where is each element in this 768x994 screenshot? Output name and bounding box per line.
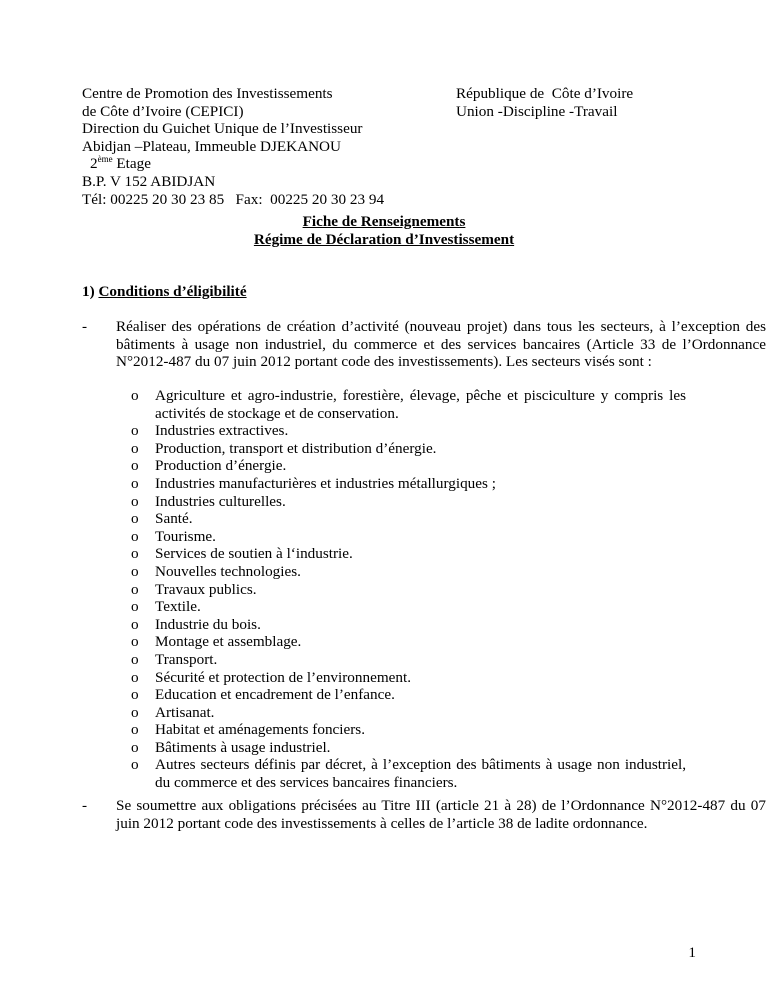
sector-item xyxy=(131,756,686,791)
title-line2: Régime de Déclaration d’Investissement xyxy=(253,231,515,248)
issuer-contact: Tél: 00225 20 30 23 85 Fax: 00225 20 30 23 94 xyxy=(82,190,385,208)
sector-item xyxy=(131,721,686,739)
sector-item xyxy=(131,669,686,687)
sector-item xyxy=(131,545,686,563)
sector-text: Bâtiments à usage industriel. xyxy=(155,738,331,756)
sector-text: Agriculture et agro-industrie, forestière, élevage, pêche et pisciculture y compris les activités de stockage et de conservation. xyxy=(155,387,686,422)
sector-item xyxy=(131,563,686,581)
sector-text: Industries culturelles. xyxy=(155,492,286,510)
issuer-floor xyxy=(82,155,422,173)
issuer-name-line2: de Côte d’Ivoire (CEPICI) xyxy=(82,102,244,120)
sector-text: Autres secteurs définis par décret, à l’exception des bâtiments à usage non industriel, du commerce et des services bancaires financiers. xyxy=(155,756,686,792)
document-title xyxy=(0,213,768,249)
sector-item xyxy=(131,387,686,422)
sector-item xyxy=(131,510,686,528)
circle-bullet-marker: o xyxy=(131,615,139,633)
circle-bullet-marker: o xyxy=(131,738,139,756)
sector-text: Education et encadrement de l’enfance. xyxy=(155,686,395,704)
country-name: République de Côte d’Ivoire xyxy=(456,85,634,102)
country-motto: Union -Discipline -Travail xyxy=(456,102,618,120)
page-number: 1 xyxy=(688,944,696,961)
circle-bullet-marker: o xyxy=(131,422,139,440)
circle-bullet-marker: o xyxy=(131,457,139,475)
sector-item xyxy=(131,475,686,493)
sector-text: Montage et assemblage. xyxy=(155,633,302,651)
circle-bullet-marker: o xyxy=(131,510,139,528)
sector-item xyxy=(131,739,686,757)
sector-text: Production, transport et distribution d’énergie. xyxy=(155,439,437,457)
bullet-2-text: Se soumettre aux obligations précisées au Titre III (article 21 à 28) de l’Ordonnance N°2012-487 du 07 juin 2012 portant code des investissements à celles de l’article 38 de ladite ordonnance. xyxy=(116,797,766,832)
circle-bullet-marker: o xyxy=(131,686,139,704)
circle-bullet-marker: o xyxy=(131,580,139,598)
sector-item xyxy=(131,457,686,475)
issuer-po-box: B.P. V 152 ABIDJAN xyxy=(82,172,216,190)
sector-text: Artisanat. xyxy=(155,703,215,721)
issuer-address-block xyxy=(82,85,422,208)
title-line1: Fiche de Renseignements xyxy=(302,213,466,230)
bullet-1-text: Réaliser des opérations de création d’activité (nouveau projet) dans tous les secteurs, à l’exception des bâtiments à usage non industriel, du commerce et des services bancaires (Article 33 de l’Ordonnance N°2012-487 du 07 juin 2012 portant code des investissements). Les secteurs visés sont : xyxy=(116,318,766,371)
sector-item xyxy=(131,493,686,511)
circle-bullet-marker: o xyxy=(131,562,139,580)
circle-bullet-marker: o xyxy=(131,668,139,686)
circle-bullet-marker: o xyxy=(131,703,139,721)
section-title: Conditions d’éligibilité xyxy=(98,283,247,300)
floor-label: Etage xyxy=(112,155,151,173)
dash-marker: - xyxy=(82,318,88,335)
circle-bullet-marker: o xyxy=(131,387,139,404)
circle-bullet-marker: o xyxy=(131,439,139,457)
section-heading xyxy=(82,283,247,301)
sector-item xyxy=(131,633,686,651)
floor-superscript: ème xyxy=(97,154,113,165)
sector-text: Santé. xyxy=(155,510,193,528)
section-number: 1) xyxy=(82,283,99,300)
sector-text: Industries extractives. xyxy=(155,422,289,440)
sector-item xyxy=(131,616,686,634)
sector-item xyxy=(131,686,686,704)
circle-bullet-marker: o xyxy=(131,598,139,616)
sector-item xyxy=(131,440,686,458)
sector-text: Nouvelles technologies. xyxy=(155,562,301,580)
sector-text: Tourisme. xyxy=(155,527,216,545)
circle-bullet-marker: o xyxy=(131,633,139,651)
issuer-direction: Direction du Guichet Unique de l’Investisseur xyxy=(82,120,363,138)
sector-text: Travaux publics. xyxy=(155,580,257,598)
sector-list xyxy=(131,387,686,792)
circle-bullet-marker: o xyxy=(131,545,139,563)
sector-text: Sécurité et protection de l’environnement. xyxy=(155,668,411,686)
issuer-address: Abidjan –Plateau, Immeuble DJEKANOU xyxy=(82,137,341,155)
floor-number: 2 xyxy=(90,155,98,173)
sector-item xyxy=(131,528,686,546)
sector-item xyxy=(131,598,686,616)
circle-bullet-marker: o xyxy=(131,756,139,774)
circle-bullet-marker: o xyxy=(131,721,139,739)
issuer-name-line1: Centre de Promotion des Investissements xyxy=(82,85,333,102)
sector-text: Textile. xyxy=(155,598,201,616)
sector-text: Services de soutien à l‘industrie. xyxy=(155,545,353,563)
country-block xyxy=(456,85,696,120)
sector-text: Transport. xyxy=(155,650,218,668)
sector-item xyxy=(131,581,686,599)
sector-text: Industrie du bois. xyxy=(155,615,261,633)
circle-bullet-marker: o xyxy=(131,492,139,510)
sector-text: Industries manufacturières et industries métallurgiques ; xyxy=(155,474,496,492)
sector-item xyxy=(131,651,686,669)
sector-item xyxy=(131,704,686,722)
sector-text: Production d’énergie. xyxy=(155,457,287,475)
circle-bullet-marker: o xyxy=(131,650,139,668)
circle-bullet-marker: o xyxy=(131,474,139,492)
circle-bullet-marker: o xyxy=(131,527,139,545)
sector-text: Habitat et aménagements fonciers. xyxy=(155,721,366,739)
dash-marker: - xyxy=(82,797,88,814)
sector-item xyxy=(131,422,686,440)
